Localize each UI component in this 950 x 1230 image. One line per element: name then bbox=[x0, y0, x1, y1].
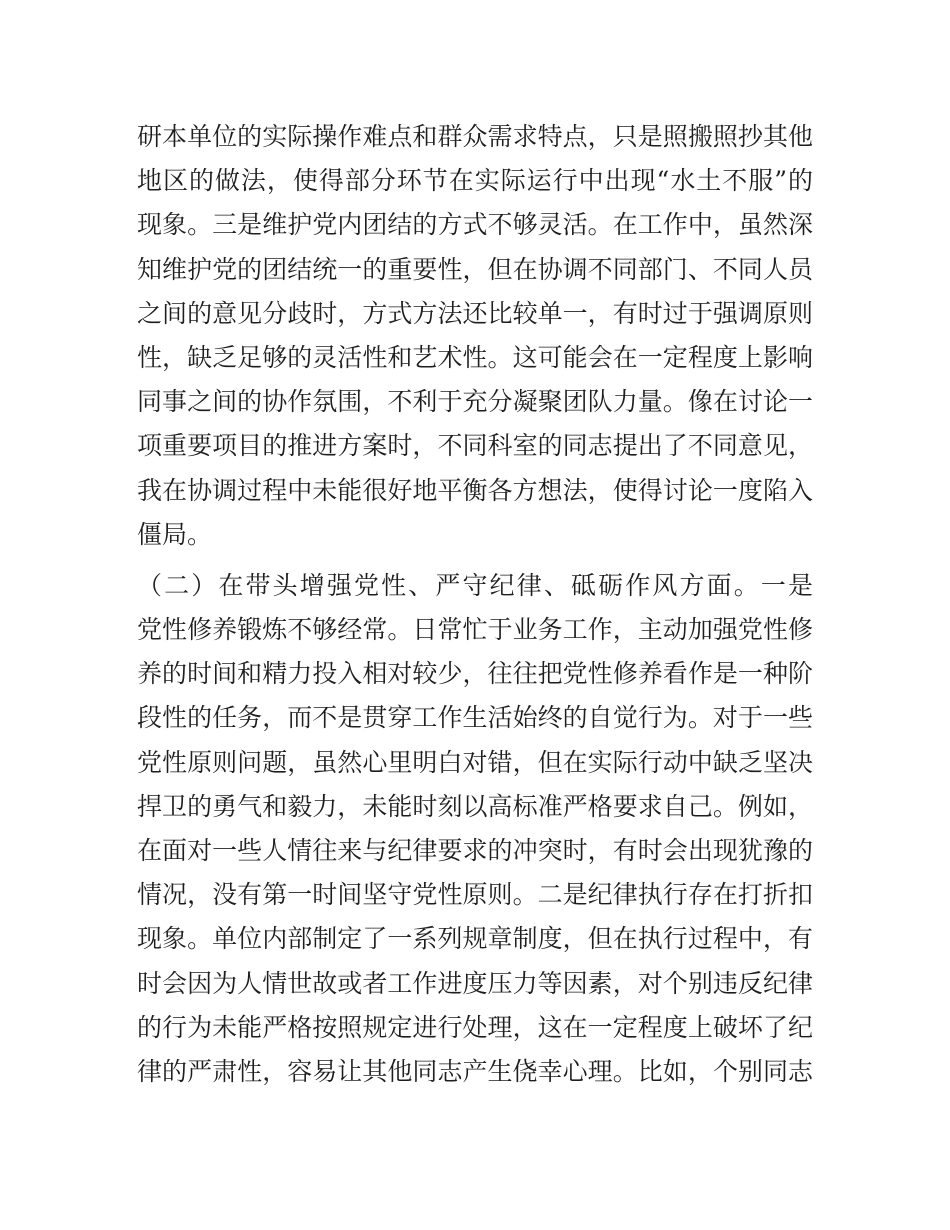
document-text-block bbox=[137, 115, 813, 1094]
text-line: 党性修养锻炼不够经常。日常忙于业务工作，主动加强党性修 bbox=[137, 615, 813, 645]
text-line: 性，缺乏足够的灵活性和艺术性。这可能会在一定程度上影响 bbox=[137, 342, 813, 372]
text-line: 僵局。 bbox=[137, 519, 213, 549]
text-line: 我在协调过程中未能很好地平衡各方想法，使得讨论一度陷入 bbox=[137, 475, 813, 505]
text-line: 养的时间和精力投入相对较少，往往把党性修养看作是一种阶 bbox=[137, 659, 813, 689]
text-line: 研本单位的实际操作难点和群众需求特点，只是照搬照抄其他 bbox=[137, 122, 813, 151]
text-line: 情况，没有第一时间坚守党性原则。二是纪律执行存在打折扣 bbox=[137, 880, 813, 910]
paragraph-section-two bbox=[137, 564, 813, 1094]
text-line: （二）在带头增强党性、严守纪律、砥砺作风方面。一是 bbox=[137, 570, 813, 600]
text-line: 项重要项目的推进方案时，不同科室的同志提出了不同意见， bbox=[137, 431, 813, 461]
text-line: 捍卫的勇气和毅力，未能时刻以高标准严格要求自己。例如， bbox=[137, 791, 813, 821]
text-line: 段性的任务，而不是贯穿工作生活始终的自觉行为。对于一些 bbox=[137, 703, 813, 733]
text-line: 之间的意见分歧时，方式方法还比较单一，有时过于强调原则 bbox=[137, 298, 813, 328]
text-line: 时会因为人情世故或者工作进度压力等因素，对个别违反纪律 bbox=[137, 968, 813, 998]
text-line: 现象。三是维护党内团结的方式不够灵活。在工作中，虽然深 bbox=[137, 210, 813, 240]
text-line: 律的严肃性，容易让其他同志产生侥幸心理。比如，个别同志 bbox=[137, 1056, 813, 1086]
text-line: 党性原则问题，虽然心里明白对错，但在实际行动中缺乏坚决 bbox=[137, 747, 813, 777]
text-line: 现象。单位内部制定了一系列规章制度，但在执行过程中，有 bbox=[137, 924, 813, 954]
text-line: 地区的做法，使得部分环节在实际运行中出现“水土不服”的 bbox=[137, 166, 813, 196]
text-line: 的行为未能严格按照规定进行处理，这在一定程度上破坏了纪 bbox=[137, 1012, 813, 1042]
text-line: 知维护党的团结统一的重要性，但在协调不同部门、不同人员 bbox=[137, 254, 813, 284]
paragraph-continuation bbox=[137, 115, 813, 557]
text-line: 同事之间的协作氛围，不利于充分凝聚团队力量。像在讨论一 bbox=[137, 387, 813, 417]
text-line: 在面对一些人情往来与纪律要求的冲突时，有时会出现犹豫的 bbox=[137, 836, 813, 865]
